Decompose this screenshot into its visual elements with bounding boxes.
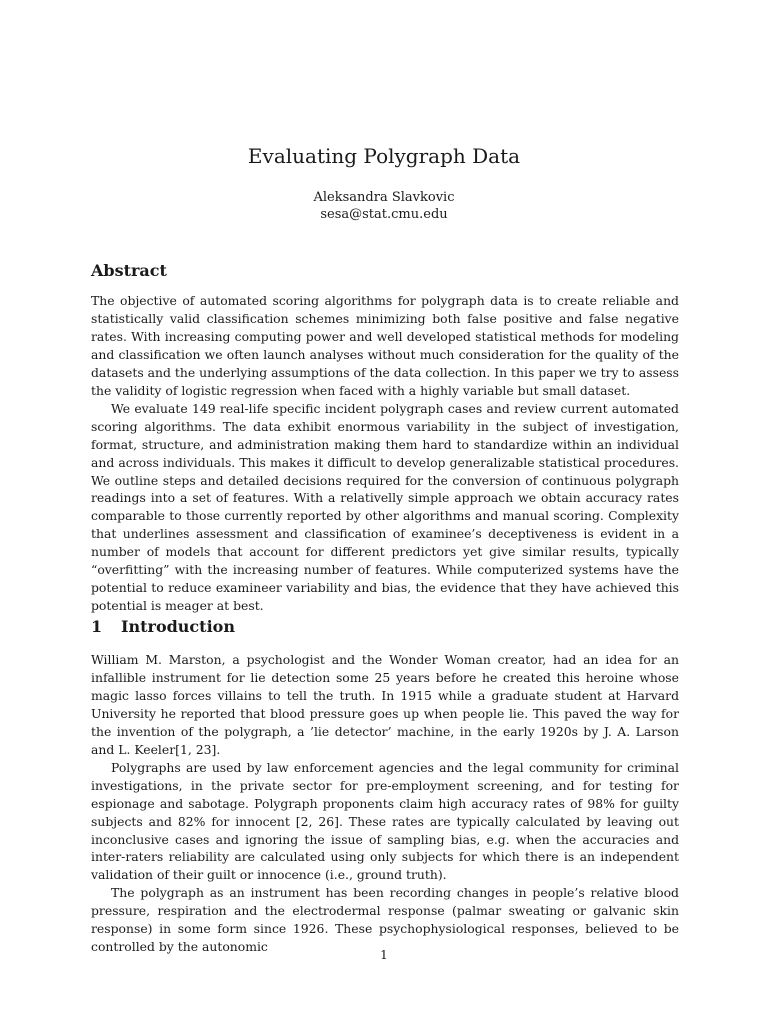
- page-number: 1: [380, 948, 388, 962]
- section-heading-introduction: [91, 616, 235, 638]
- abstract-paragraph-2: We evaluate 149 real-life specific incident polygraph cases and review current automated scoring algorithms. The data exhibit enormous variability in the subject of investigation, format, structure, and administration making them hard to standardize within an individual and across individuals. This makes it difficult to develop generalizable statistical procedures. We outline steps and detailed decisions required for the conversion of continuous polygraph readings into a set of features. With a relativelly simple approach we obtain accuracy rates comparable to those currently reported by other algorithms and manual scoring. Complexity that underlines assessment and classification of examinee’s deceptiveness is evident in a number of models that account for different predictors yet give similar results, typically “overfitting” with the increasing number of features. While computerized systems have the potential to reduce examineer variability and bias, the evidence that they have achieved this potential is meager at best.: [91, 400, 679, 614]
- paper-title: Evaluating Polygraph Data: [247, 144, 521, 168]
- abstract-heading: Abstract: [91, 261, 167, 280]
- introduction-body: [91, 651, 679, 956]
- abstract-paragraph-1: The objective of automated scoring algorithms for polygraph data is to create reliable and statistically valid classification schemes minimizing both false positive and false negative rates. With increasing computing power and well developed statistical methods for modeling and classification we often launch analyses without much consideration for the quality of the datasets and the underlying assumptions of the data collection. In this paper we try to assess the validity of logistic regression when faced with a highly variable but small dataset.: [91, 293, 679, 398]
- author-name: Aleksandra Slavkovic: [313, 190, 455, 205]
- abstract-body: [91, 292, 679, 615]
- author-email: sesa@stat.cmu.edu: [320, 207, 448, 222]
- section-number: 1: [91, 617, 103, 636]
- intro-paragraph-1: William M. Marston, a psychologist and the Wonder Woman creator, had an idea for an infallible instrument for lie detection some 25 years before he created this heroine whose magic lasso forces villains to tell the truth. In 1915 while a graduate student at Harvard University he reported that blood pressure goes up when people lie. This paved the way for the invention of the polygraph, a ’lie detector’ machine, in the early 1920s by J. A. Larson and L. Keeler[1, 23].: [91, 652, 679, 757]
- section-title: Introduction: [121, 617, 235, 636]
- intro-paragraph-3: The polygraph as an instrument has been recording changes in people’s relative blood pressure, respiration and the electrodermal response (palmar sweating or galvanic skin response) in some form since 1926. These psychophysiological responses, believed to be controlled by the autonomic: [91, 885, 679, 955]
- intro-paragraph-2: Polygraphs are used by law enforcement agencies and the legal community for criminal investigations, in the private sector for pre-employment screening, and for testing for espionage and sabotage. Polygraph proponents claim high accuracy rates of 98% for guilty subjects and 82% for innocent [2, 26]. These rates are typically calculated by leaving out inconclusive cases and ignoring the issue of sampling bias, e.g. when the accuracies and inter-raters reliability are calculated using only subjects for which there is an independent validation of their guilt or innocence (i.e., ground truth).: [91, 759, 679, 883]
